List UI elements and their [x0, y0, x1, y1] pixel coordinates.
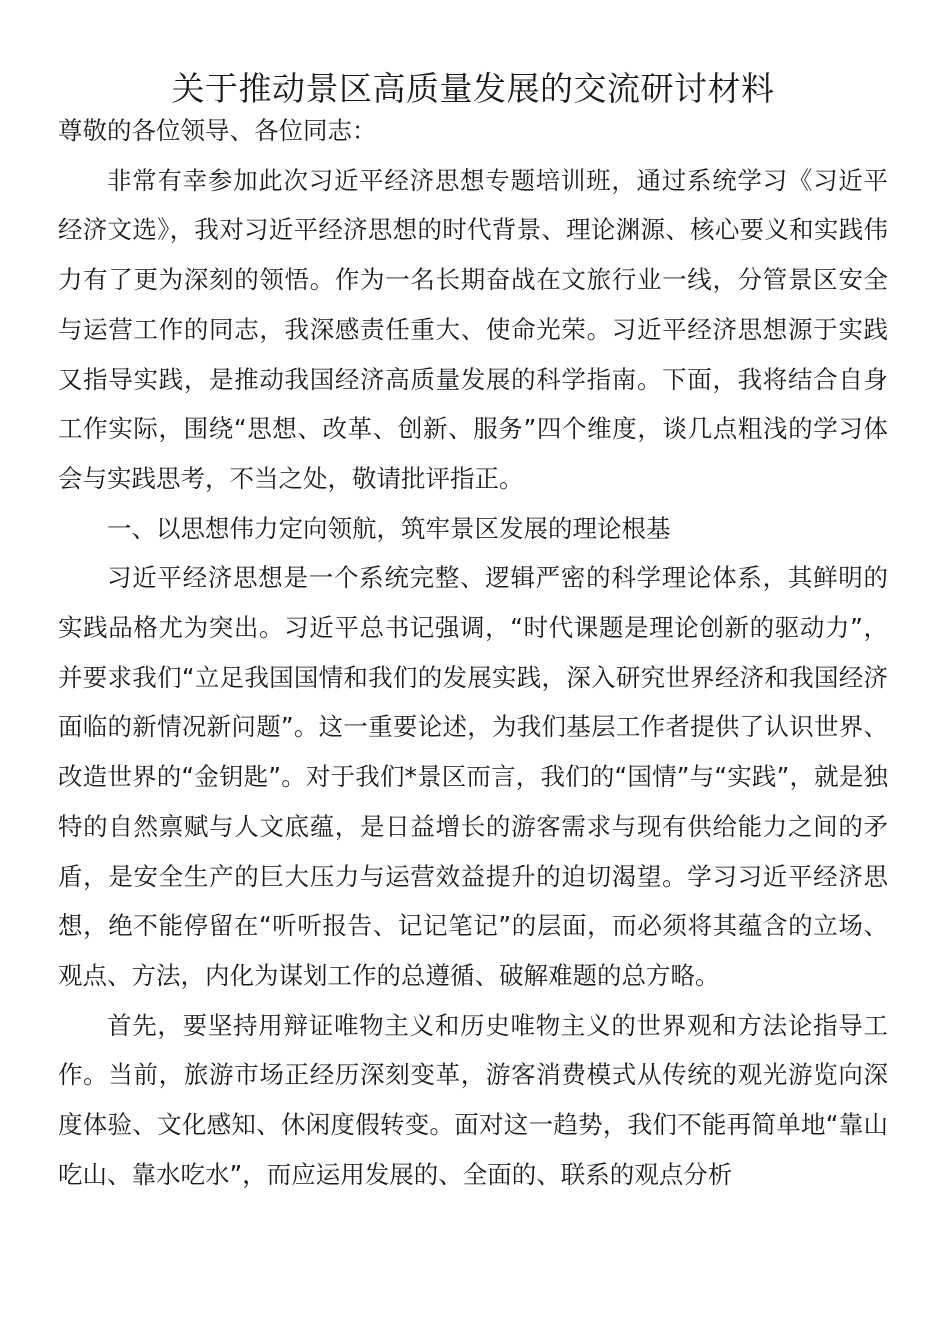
paragraph-intro: 非常有幸参加此次习近平经济思想专题培训班，通过系统学习《习近平经济文选》，我对习近平经济思想的时代背景、理论渊源、核心要义和实践伟力有了更为深刻的领悟。作为一名长期奋战在文旅行业一线，分管景区安全与运营工作的同志，我深感责任重大、使命光荣。习近平经济思想源于实践又指导实践，是推动我国经济高质量发展的科学指南。下面，我将结合自身工作实际，围绕“思想、改革、创新、服务”四个维度，谈几点粗浅的学习体会与实践思考，不当之处，敬请批评指正。	[58, 165, 888, 493]
salutation: 尊敬的各位领导、各位同志：	[58, 116, 377, 145]
document-title: 关于推动景区高质量发展的交流研讨材料	[171, 69, 775, 108]
paragraph-theory: 习近平经济思想是一个系统完整、逻辑严密的科学理论体系，其鲜明的实践品格尤为突出。习近平总书记强调，“时代课题是理论创新的驱动力”，并要求我们“立足我国国情和我们的发展实践，深入研究世界经济和我国经济面临的新情况新问题”。这一重要论述，为我们基层工作者提供了认识世界、改造世界的“金钥匙”。对于我们*景区而言，我们的“国情”与“实践”，就是独特的自然禀赋与人文底蕴，是日益增长的游客需求与现有供给能力之间的矛盾，是安全生产的巨大压力与运营效益提升的迫切渴望。学习习近平经济思想，绝不能停留在“听听报告、记记笔记”的层面，而必须将其蕴含的立场、观点、方法，内化为谋划工作的总遵循、破解难题的总方略。	[58, 563, 888, 990]
section-heading-1: 一、以思想伟力定向领航，筑牢景区发展的理论根基	[107, 513, 671, 543]
paragraph-first: 首先，要坚持用辩证唯物主义和历史唯物主义的世界观和方法论指导工作。当前，旅游市场正经历深刻变革，游客消费模式从传统的观光游览向深度体验、文化感知、休闲度假转变。面对这一趋势，我们不能再简单地“靠山吃山、靠水吃水”，而应运用发展的、全面的、联系的观点分析	[58, 1010, 888, 1189]
